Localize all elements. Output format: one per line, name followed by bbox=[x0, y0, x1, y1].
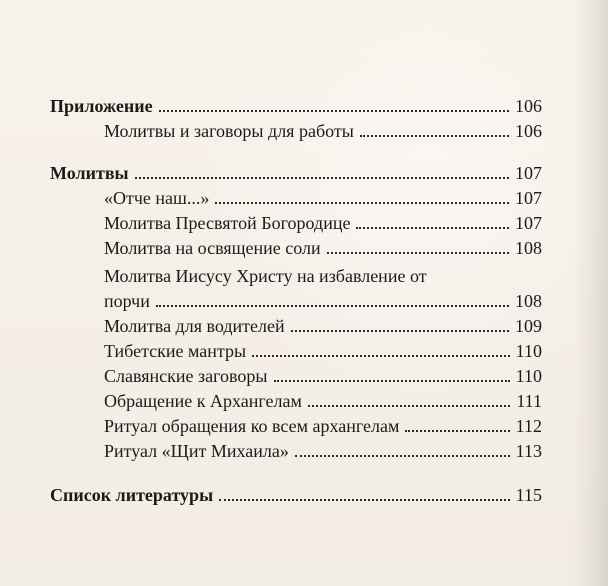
toc-item bbox=[50, 337, 542, 362]
toc-item bbox=[50, 387, 542, 412]
dot-leader bbox=[308, 405, 510, 407]
dot-leader bbox=[156, 305, 509, 307]
dot-leader bbox=[295, 455, 510, 457]
toc-item-multiline-line2 bbox=[50, 287, 542, 312]
toc-item bbox=[50, 437, 542, 462]
toc-item-label: Молитва для водителей bbox=[104, 316, 285, 337]
page-edge-shadow bbox=[572, 0, 608, 586]
toc-heading-bibliography bbox=[50, 481, 542, 506]
dot-leader bbox=[405, 430, 509, 432]
toc-item-label: Молитва Пресвятой Богородице bbox=[104, 213, 351, 234]
toc-page-number: 110 bbox=[515, 341, 542, 362]
toc-item bbox=[50, 209, 542, 234]
dot-leader bbox=[360, 135, 509, 137]
dot-leader bbox=[159, 110, 509, 112]
toc-heading-label: Список литературы bbox=[50, 485, 214, 506]
dot-leader bbox=[291, 330, 509, 332]
toc-page-number: 112 bbox=[515, 416, 542, 437]
toc-page-number: 111 bbox=[516, 391, 542, 412]
dot-leader bbox=[135, 177, 509, 179]
dot-leader bbox=[252, 355, 510, 357]
dot-leader bbox=[219, 499, 510, 501]
toc-page-number: 106 bbox=[515, 121, 542, 142]
toc-page-number: 107 bbox=[515, 188, 542, 209]
toc-heading-appendix bbox=[50, 92, 542, 117]
toc-item bbox=[50, 184, 542, 209]
toc-item bbox=[50, 412, 542, 437]
toc-item-label: «Отче наш...» bbox=[104, 188, 210, 209]
toc-item-label: Молитва на освящение соли bbox=[104, 238, 321, 259]
toc-item bbox=[50, 117, 542, 142]
toc-item bbox=[50, 312, 542, 337]
toc-item-multiline-line1 bbox=[50, 259, 542, 287]
dot-leader bbox=[356, 227, 509, 229]
toc-item-label: Тибетские мантры bbox=[104, 341, 247, 362]
toc-page-number: 108 bbox=[515, 238, 542, 259]
toc-item-label: порчи bbox=[104, 291, 150, 312]
toc-item-label: Обращение к Архангелам bbox=[104, 391, 302, 412]
toc-item-label: Молитва Иисусу Христу на избавление от bbox=[104, 266, 427, 287]
toc-page-number: 107 bbox=[515, 163, 542, 184]
toc-page-number: 106 bbox=[515, 96, 542, 117]
toc-heading-label: Приложение bbox=[50, 96, 153, 117]
toc-page-number: 110 bbox=[515, 366, 542, 387]
toc-page-number: 115 bbox=[515, 485, 542, 506]
dot-leader bbox=[327, 252, 509, 254]
toc-heading-label: Молитвы bbox=[50, 163, 129, 184]
toc-item-label: Ритуал «Щит Михаила» bbox=[104, 441, 289, 462]
toc-item-label: Ритуал обращения ко всем архангелам bbox=[104, 416, 400, 437]
dot-leader bbox=[274, 380, 510, 382]
toc-page-number: 107 bbox=[515, 213, 542, 234]
toc-page-number: 113 bbox=[515, 441, 542, 462]
toc-item bbox=[50, 234, 542, 259]
toc-item-label: Молитвы и заговоры для работы bbox=[104, 121, 354, 142]
toc-heading-prayers bbox=[50, 159, 542, 184]
toc-page-number: 109 bbox=[515, 316, 542, 337]
toc-page-number: 108 bbox=[515, 291, 542, 312]
toc-item-label: Славянские заговоры bbox=[104, 366, 268, 387]
table-of-contents bbox=[50, 92, 542, 506]
toc-item bbox=[50, 362, 542, 387]
dot-leader bbox=[215, 202, 509, 204]
